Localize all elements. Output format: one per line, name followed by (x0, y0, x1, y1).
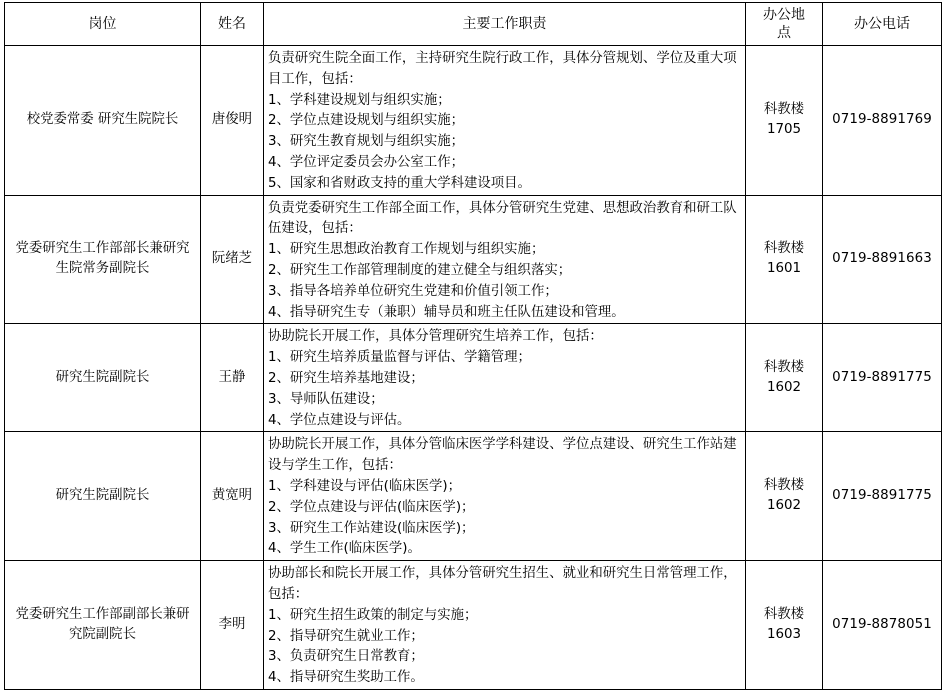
duty-line: 2、学位点建设规划与组织实施； (268, 113, 464, 129)
duty-line: 2、学位点建设与评估(临床医学)； (268, 499, 475, 515)
duty-line: 3、负责研究生日常教育； (268, 649, 424, 665)
header-row (5, 3, 942, 46)
duty-line: 负责党委研究生工作部全面工作，具体分管研究生党建、思想政治教育和研工队伍建设，包括： (268, 200, 737, 237)
office-building: 科教楼 (763, 102, 805, 118)
name-cell: 唐俊明 (201, 46, 264, 196)
duty-line: 1、研究生招生政策的制定与实施； (268, 607, 478, 623)
duties-cell (264, 324, 746, 432)
table-row (5, 46, 942, 196)
name-cell: 王静 (201, 324, 264, 432)
duty-line: 1、研究生培养质量监督与评估、学籍管理； (268, 350, 531, 366)
duty-line: 1、研究生思想政治教育工作规划与组织实施； (268, 242, 545, 258)
phone-cell: 0719-8891775 (823, 324, 942, 432)
phone-cell: 0719-8891663 (823, 195, 942, 324)
duty-line: 4、指导研究生专（兼职）辅导员和班主任队伍建设和管理。 (268, 304, 625, 320)
duty-line: 4、指导研究生奖助工作。 (268, 670, 424, 686)
table-row (5, 195, 942, 324)
table-row (5, 432, 942, 561)
header-duties: 主要工作职责 (264, 3, 746, 46)
office-room: 1603 (766, 627, 802, 643)
duty-line: 4、学位点建设与评估。 (268, 412, 411, 428)
position-cell: 党委研究生工作部部长兼研究生院常务副院长 (5, 195, 201, 324)
duty-line: 协助院长开展工作，具体分管理研究生培养工作，包括： (268, 329, 603, 345)
office-room: 1705 (766, 122, 802, 138)
duty-line: 协助院长开展工作，具体分管临床医学学科建设、学位点建设、研究生工作站建设与学生工作，包括： (268, 437, 737, 474)
duties-cell (264, 46, 746, 196)
duty-line: 2、研究生工作部管理制度的建立健全与组织落实； (268, 262, 572, 278)
office-room: 1602 (766, 498, 802, 514)
phone-cell: 0719-8878051 (823, 561, 942, 690)
position-cell: 党委研究生工作部副部长兼研究院副院长 (5, 561, 201, 690)
office-room: 1602 (766, 379, 802, 395)
duty-line: 2、研究生培养基地建设； (268, 370, 424, 386)
duty-line: 5、国家和省财政支持的重大学科建设项目。 (268, 175, 531, 191)
position-cell: 研究生院副院长 (5, 324, 201, 432)
header-position: 岗位 (5, 3, 201, 46)
name-cell: 李明 (201, 561, 264, 690)
duties-cell (264, 195, 746, 324)
office-building: 科教楼 (763, 359, 805, 375)
duty-line: 3、研究生教育规划与组织实施； (268, 134, 464, 150)
header-phone: 办公电话 (823, 3, 942, 46)
office-cell (746, 46, 823, 196)
phone-cell: 0719-8891769 (823, 46, 942, 196)
office-building: 科教楼 (763, 478, 805, 494)
duty-line: 1、学科建设规划与组织实施； (268, 92, 451, 108)
duty-line: 4、学生工作(临床医学)。 (268, 541, 421, 557)
office-room: 1601 (766, 261, 802, 277)
table-row (5, 324, 942, 432)
office-cell (746, 195, 823, 324)
duty-line: 1、学科建设与评估(临床医学)； (268, 478, 462, 494)
duties-cell (264, 432, 746, 561)
office-building: 科教楼 (763, 607, 805, 623)
header-office: 办公地点 (746, 3, 823, 46)
duty-line: 协助部长和院长开展工作，具体分管研究生招生、就业和研究生日常管理工作，包括： (268, 566, 737, 602)
header-name: 姓名 (201, 3, 264, 46)
position-cell: 校党委常委 研究生院院长 (5, 46, 201, 196)
duties-cell (264, 561, 746, 690)
table-row (5, 561, 942, 690)
duty-line: 3、指导各培养单位研究生党建和价值引领工作； (268, 283, 558, 299)
office-building: 科教楼 (763, 241, 805, 257)
duty-line: 3、研究生工作站建设(临床医学)； (268, 520, 475, 536)
name-cell: 黄宽明 (201, 432, 264, 561)
duty-line: 2、指导研究生就业工作； (268, 628, 424, 644)
staff-duty-table (4, 2, 942, 690)
phone-cell: 0719-8891775 (823, 432, 942, 561)
office-cell (746, 561, 823, 690)
office-cell (746, 324, 823, 432)
duty-line: 负责研究生院全面工作，主持研究生院行政工作，具体分管规划、学位及重大项目工作，包括： (268, 51, 737, 87)
office-cell (746, 432, 823, 561)
duty-line: 3、导师队伍建设； (268, 391, 384, 407)
duty-line: 4、学位评定委员会办公室工作； (268, 154, 464, 170)
position-cell: 研究生院副院长 (5, 432, 201, 561)
name-cell: 阮绪芝 (201, 195, 264, 324)
